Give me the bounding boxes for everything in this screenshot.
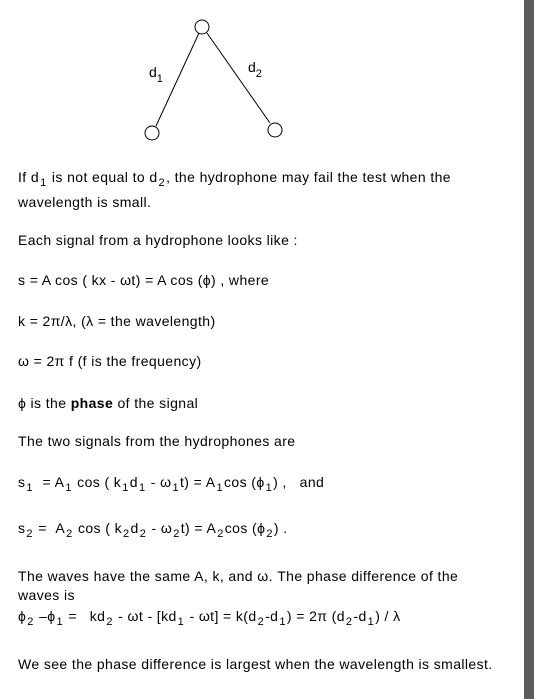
sub: 1 xyxy=(56,616,64,628)
phase-text-a: ϕ is the xyxy=(18,395,71,411)
intro-text-b: is not equal to d xyxy=(47,169,158,185)
intro-text-a: If d xyxy=(18,169,40,185)
signal-intro: Each signal from a hydrophone looks like : xyxy=(18,232,298,248)
phase-difference-equation: $\phi_2$ $-\phi_1 = kd_2 - \omega t - [kd_1 - \omega t] = k(d_2-d_1) = 2\pi$ $(d_2-d_1)$ / λ xyxy=(18,608,401,628)
left-hydrophone xyxy=(145,126,159,140)
sub: 1 xyxy=(177,616,185,628)
equation-s2: $s_2 = A_2$ cos ( $k_2d_2 - \omega_2t) = A_2\cos$ $(\phi_2)$ . xyxy=(18,520,288,540)
right-hydrophone xyxy=(268,123,282,137)
sub: 2 xyxy=(266,528,273,540)
equation-omega: ω = 2π f (f is the frequency) xyxy=(18,353,202,369)
equation-s: s = A cos ( kx - ωt) = A cos (ϕ) , where xyxy=(18,272,270,288)
sub: 1 xyxy=(279,616,286,628)
phase-definition xyxy=(18,394,198,412)
intro-line-1 xyxy=(18,168,451,188)
intro-line-2: wavelength is small. xyxy=(18,194,152,210)
sub: 1 xyxy=(216,482,223,494)
label-d2: $d_2$ xyxy=(248,59,262,80)
waves-line-1: The waves have the same A, k, and ω. The phase difference of the xyxy=(18,568,459,584)
scrollbar[interactable] xyxy=(524,0,534,699)
top-hydrophone xyxy=(195,20,209,34)
sub: 2 xyxy=(217,528,224,540)
sub: 2 xyxy=(345,616,353,628)
sub: 2 xyxy=(257,616,265,628)
sub: 1 xyxy=(122,482,129,494)
sub: 2 xyxy=(122,528,130,540)
sub: 1 xyxy=(26,482,33,494)
sub: 2 xyxy=(66,528,73,540)
sub: 2 xyxy=(26,528,33,540)
two-signals: The two signals from the hydrophones are xyxy=(18,433,296,449)
equation-k: k = 2π/λ, (λ = the wavelength) xyxy=(18,313,216,329)
equation-s1: $s_1 = A_1$ cos ( $k_1d_1 - \omega_1t) = A_1\cos$ $(\phi_1)$ , and xyxy=(18,474,325,494)
sub: 1 xyxy=(367,616,375,628)
intro-text-c: , the hydrophone may fail the test when the xyxy=(166,169,451,185)
sub: 2 xyxy=(173,528,180,540)
sub: 2 xyxy=(27,616,34,628)
hydrophone-diagram xyxy=(0,0,330,150)
sub: 2 xyxy=(106,616,113,628)
waves-line-2: waves is xyxy=(18,587,75,603)
phase-text-b: of the signal xyxy=(113,395,199,411)
sub: 1 xyxy=(65,482,72,494)
sub: 2 xyxy=(158,177,166,189)
label-d1: $d_1$ xyxy=(149,64,163,85)
sub: 1 xyxy=(265,482,273,494)
sub: 1 xyxy=(40,177,47,189)
sub: 1 xyxy=(138,482,146,494)
sub: 1 xyxy=(172,482,179,494)
sub: 2 xyxy=(139,528,147,540)
conclusion: We see the phase difference is largest when the wavelength is smallest. xyxy=(18,656,493,672)
phase-bold: phase xyxy=(70,395,114,411)
